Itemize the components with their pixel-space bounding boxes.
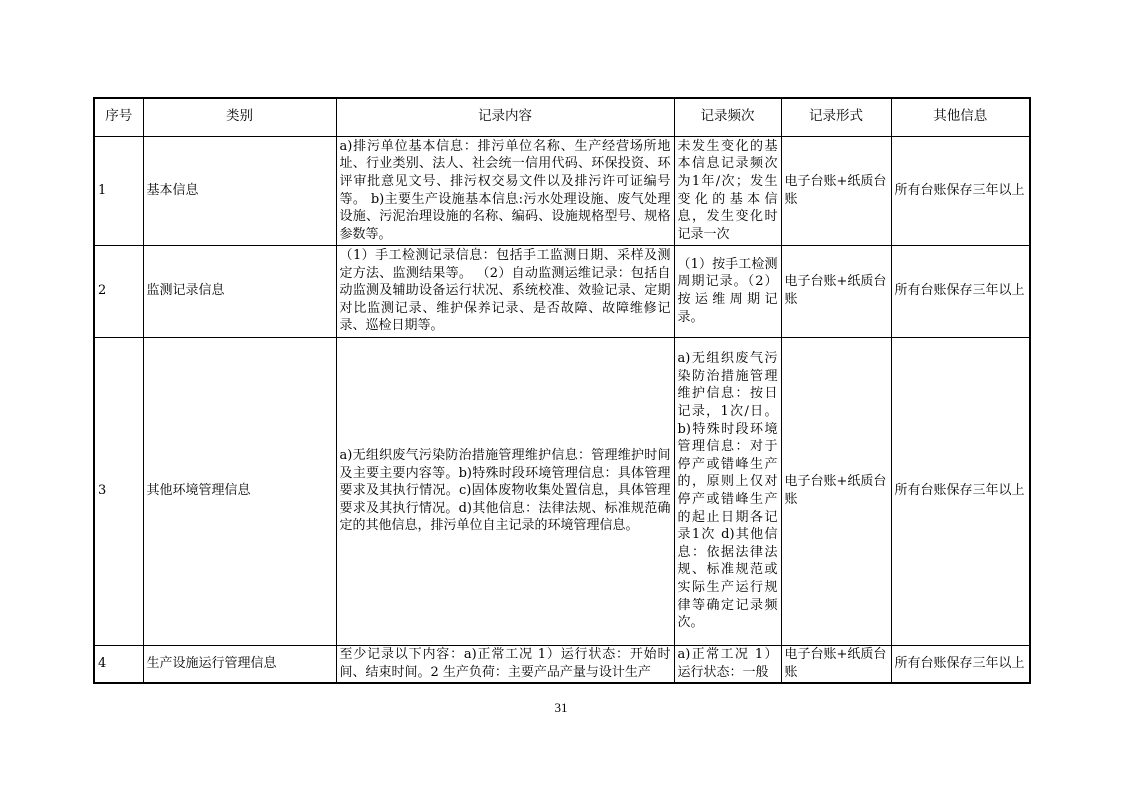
row-other: 所有台账保存三年以上 — [891, 245, 1030, 337]
row-category: 监测记录信息 — [143, 245, 336, 337]
row-form: 电子台账+纸质台账 — [781, 337, 891, 645]
header-no: 序号 — [94, 98, 143, 136]
row-frequency: （1）按手工检测周期记录。（2）按运维周期记录。 — [674, 245, 781, 337]
row-category: 其他环境管理信息 — [143, 337, 336, 645]
row-content: a)无组织废气污染防治措施管理维护信息：管理维护时间及主要主要内容等。b)特殊时段环境管理信息：具体管理要求及其执行情况。c)固体废物收集处置信息，具体管理要求及其执行情况。d)其他信息：法律法规、标准规范确定的其他信息，排污单位自主记录的环境管理信息。 — [336, 337, 674, 645]
row-content: a)排污单位基本信息：排污单位名称、生产经营场所地址、行业类别、法人、社会统一信用代码、环保投资、环评审批意见文号、排污权交易文件以及排污许可证编号等。 b)主要生产设施基本信息:污水处理设施、废气处理设施、污泥治理设施的名称、编码、设施规格型号、规格参数等。 — [336, 136, 674, 245]
row-frequency: 未发生变化的基本信息记录频次为1年/次；发生变化的基本信息，发生变化时记录一次 — [674, 136, 781, 245]
row-frequency: a)无组织废气污染防治措施管理维护信息：按日记录，1次/日。b)特殊时段环境管理信息：对于停产或错峰生产的，原则上仅对停产或错峰生产的起止日期各记录1次 d)其他信息：依据法律法规、标准规范或实际生产运行规律等确定记录频次。 — [674, 337, 781, 645]
row-frequency: a)正常工况 1）运行状态：一般 — [674, 645, 781, 683]
row-no: 1 — [94, 136, 143, 245]
row-content: （1）手工检测记录信息：包括手工监测日期、采样及测定方法、监测结果等。 （2）自动监测运维记录：包括自动监测及辅助设备运行状况、系统校准、效验记录、定期对比监测记录、维护保养记录、是否故障、故障维修记录、巡检日期等。 — [336, 245, 674, 337]
table-row — [94, 245, 1030, 337]
row-no: 4 — [94, 645, 143, 683]
table-row — [94, 645, 1030, 683]
header-frequency: 记录频次 — [674, 98, 781, 136]
row-no: 2 — [94, 245, 143, 337]
header-other: 其他信息 — [891, 98, 1030, 136]
row-other: 所有台账保存三年以上 — [891, 136, 1030, 245]
header-form: 记录形式 — [781, 98, 891, 136]
page-number: 31 — [554, 700, 568, 715]
row-category: 生产设施运行管理信息 — [143, 645, 336, 683]
table-row — [94, 136, 1030, 245]
row-category: 基本信息 — [143, 136, 336, 245]
table-header-row — [94, 98, 1030, 136]
row-content: 至少记录以下内容：a)正常工况 1）运行状态：开始时间、结束时间。2 生产负荷：主要产品产量与设计生产 — [336, 645, 674, 683]
row-other: 所有台账保存三年以上 — [891, 645, 1030, 683]
row-other: 所有台账保存三年以上 — [891, 337, 1030, 645]
record-table — [93, 97, 1031, 684]
header-content: 记录内容 — [336, 98, 674, 136]
row-form: 电子台账+纸质台账 — [781, 245, 891, 337]
row-no: 3 — [94, 337, 143, 645]
row-form: 电子台账+纸质台账 — [781, 136, 891, 245]
row-form: 电子台账+纸质台账 — [781, 645, 891, 683]
table-row — [94, 337, 1030, 645]
header-category: 类别 — [143, 98, 336, 136]
